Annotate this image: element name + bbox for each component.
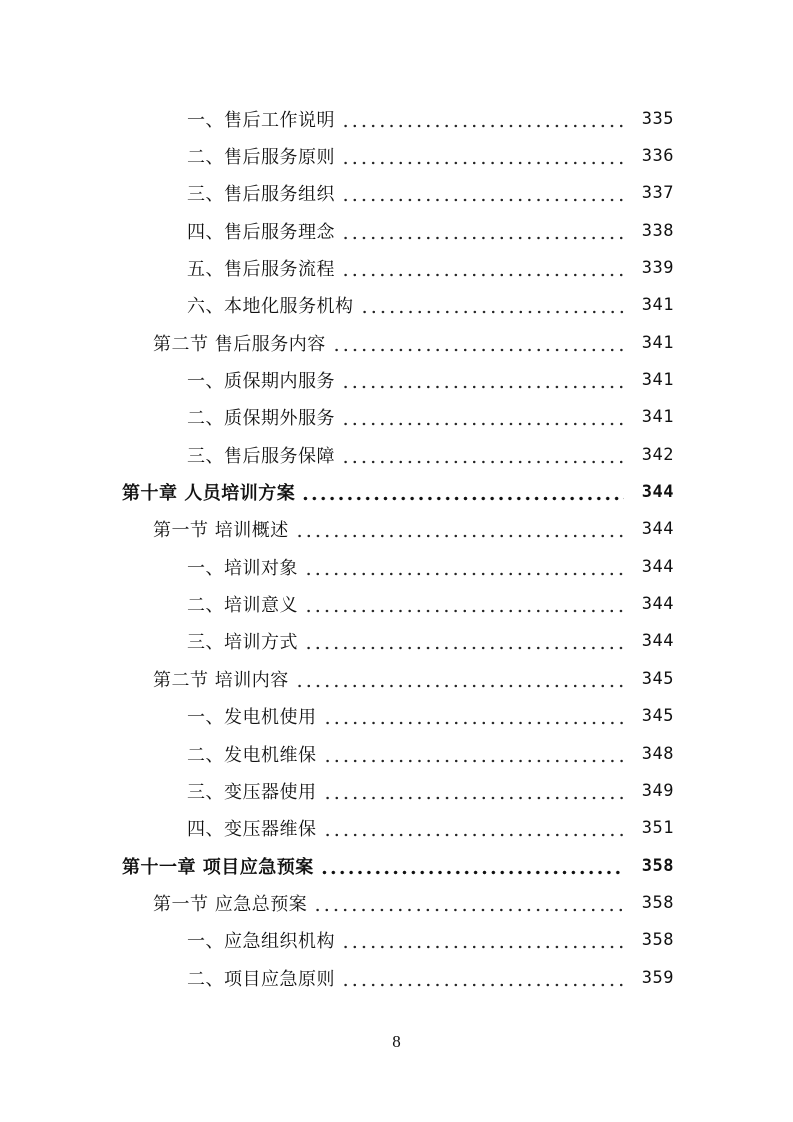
toc-entry-label: 第一节 应急总预案: [153, 890, 311, 916]
toc-entry-label: 第二节 培训内容: [153, 666, 293, 692]
toc-dot-leader: [323, 819, 625, 837]
toc-entry-label: 四、售后服务理念: [187, 218, 339, 244]
toc-entry-label: 二、项目应急原则: [187, 965, 339, 991]
toc-entry-page-number: 344: [641, 556, 674, 577]
toc-entry-page-number: 339: [641, 258, 674, 279]
toc-entry[interactable]: [0, 698, 793, 735]
toc-dot-leader: [360, 296, 625, 314]
toc-entry-label: 二、培训意义: [187, 591, 302, 617]
toc-dot-leader: [323, 782, 625, 800]
toc-dot-leader: [295, 670, 624, 688]
toc-entry[interactable]: [0, 623, 793, 660]
toc-entry-page-number: 358: [641, 892, 674, 913]
toc-entry-label: 二、质保期外服务: [187, 404, 339, 430]
toc-entry-label: 三、变压器使用: [187, 778, 321, 804]
toc-entry-page-number: 341: [641, 370, 674, 391]
toc-entry-page-number: 358: [641, 930, 674, 951]
toc-entry-label: 一、应急组织机构: [187, 927, 339, 953]
toc-entry-label: 一、售后工作说明: [187, 106, 339, 132]
toc-entry-label: 第二节 售后服务内容: [153, 330, 330, 356]
toc-dot-leader: [332, 334, 624, 352]
toc-entry[interactable]: [0, 922, 793, 959]
toc-dot-leader: [341, 446, 624, 464]
toc-dot-leader: [341, 931, 624, 949]
toc-entry[interactable]: [0, 175, 793, 212]
toc-entry[interactable]: [0, 473, 793, 510]
toc-entry-label: 一、发电机使用: [187, 703, 321, 729]
toc-entry-label: 第一节 培训概述: [153, 516, 293, 542]
toc-entry-page-number: 344: [641, 519, 674, 540]
toc-dot-leader: [323, 745, 625, 763]
toc-entry[interactable]: [0, 884, 793, 921]
toc-entry-label: 一、培训对象: [187, 554, 302, 580]
toc-dot-leader: [313, 894, 624, 912]
toc-entry-label: 四、变压器维保: [187, 815, 321, 841]
toc-dot-leader: [341, 371, 624, 389]
toc-entry[interactable]: [0, 436, 793, 473]
toc-entry-page-number: 348: [641, 743, 674, 764]
toc-dot-leader: [341, 110, 624, 128]
toc-entry-page-number: 345: [641, 706, 674, 727]
toc-entry-page-number: 342: [641, 444, 674, 465]
toc-dot-leader: [295, 520, 624, 538]
toc-dot-leader: [341, 184, 624, 202]
toc-dot-leader: [341, 222, 624, 240]
toc-entry-label: 二、售后服务原则: [187, 143, 339, 169]
toc-entry[interactable]: [0, 548, 793, 585]
toc-entry-page-number: 358: [641, 855, 674, 876]
toc-entry-page-number: 344: [641, 631, 674, 652]
toc-entry[interactable]: [0, 847, 793, 884]
toc-entry-label: 三、售后服务保障: [187, 442, 339, 468]
toc-entry-page-number: 344: [641, 482, 674, 503]
toc-entry-page-number: 336: [641, 146, 674, 167]
toc-dot-leader: [341, 969, 624, 987]
toc-entry[interactable]: [0, 212, 793, 249]
toc-dot-leader: [341, 408, 624, 426]
toc-entry[interactable]: [0, 249, 793, 286]
toc-entry[interactable]: [0, 361, 793, 398]
toc-entry-page-number: 341: [641, 332, 674, 353]
toc-entry-page-number: 341: [641, 295, 674, 316]
toc-entry-page-number: 344: [641, 594, 674, 615]
toc-dot-leader: [304, 632, 624, 650]
toc-entry-label: 六、本地化服务机构: [187, 292, 358, 318]
toc-dot-leader: [323, 707, 625, 725]
toc-dot-leader: [301, 483, 624, 501]
toc-entry[interactable]: [0, 585, 793, 622]
toc-dot-leader: [304, 558, 624, 576]
table-of-contents: [0, 100, 793, 996]
toc-entry-page-number: 341: [641, 407, 674, 428]
toc-entry[interactable]: [0, 660, 793, 697]
toc-dot-leader: [341, 147, 624, 165]
toc-entry-label: 一、质保期内服务: [187, 367, 339, 393]
toc-entry-label: 二、发电机维保: [187, 741, 321, 767]
toc-entry-page-number: 349: [641, 780, 674, 801]
toc-entry[interactable]: [0, 287, 793, 324]
toc-dot-leader: [304, 595, 624, 613]
toc-entry-page-number: 338: [641, 220, 674, 241]
toc-entry[interactable]: [0, 810, 793, 847]
toc-dot-leader: [320, 857, 624, 875]
toc-entry[interactable]: [0, 324, 793, 361]
page-number: 8: [392, 1032, 401, 1051]
toc-entry-page-number: 335: [641, 108, 674, 129]
toc-entry-page-number: 351: [641, 818, 674, 839]
toc-entry[interactable]: [0, 137, 793, 174]
toc-entry[interactable]: [0, 511, 793, 548]
toc-entry[interactable]: [0, 772, 793, 809]
toc-entry-label: 三、培训方式: [187, 628, 302, 654]
toc-entry-label: 五、售后服务流程: [187, 255, 339, 281]
toc-entry-page-number: 337: [641, 183, 674, 204]
toc-entry-label: 第十一章 项目应急预案: [122, 853, 318, 879]
toc-entry-label: 三、售后服务组织: [187, 180, 339, 206]
toc-entry-page-number: 359: [641, 967, 674, 988]
toc-entry[interactable]: [0, 100, 793, 137]
toc-entry[interactable]: [0, 399, 793, 436]
toc-entry-label: 第十章 人员培训方案: [122, 479, 299, 505]
toc-entry-page-number: 345: [641, 668, 674, 689]
toc-entry[interactable]: [0, 735, 793, 772]
toc-dot-leader: [341, 259, 624, 277]
toc-entry[interactable]: [0, 959, 793, 996]
